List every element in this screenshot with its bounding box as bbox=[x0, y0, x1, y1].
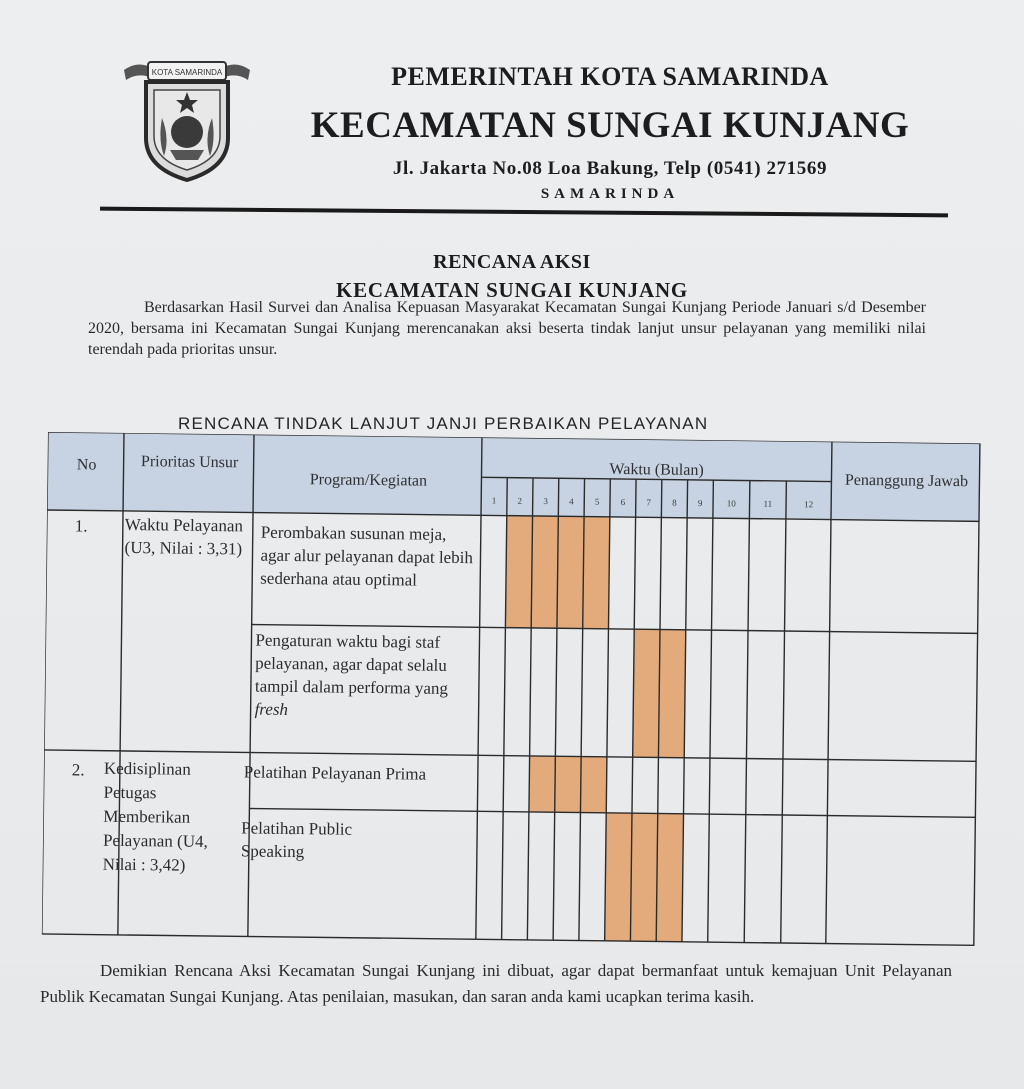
emblem-banner-text: KOTA SAMARINDA bbox=[151, 68, 223, 77]
month-label: 8 bbox=[672, 497, 677, 508]
document-subtitle: KECAMATAN SUNGAI KUNJANG bbox=[335, 278, 689, 302]
month-column-line bbox=[502, 478, 508, 940]
month-highlight-cell bbox=[529, 756, 555, 812]
month-column-line bbox=[708, 480, 714, 942]
closing-text: Demikian Rencana Aksi Kecamatan Sungai Kunjang ini dibuat, agar dapat bermanfaat untuk kemajuan Unit Pelayanan Publik Kecamatan Sungai Kunjang. Atas penilaian, masukan, dan saran anda kami ucapkan terima kasih. bbox=[40, 961, 952, 1006]
header-no: No bbox=[76, 456, 97, 474]
month-highlight-cell bbox=[630, 813, 657, 941]
header-program: Program/Kegiatan bbox=[309, 471, 428, 490]
month-label: 7 bbox=[646, 497, 651, 508]
month-highlight-cell bbox=[583, 517, 610, 629]
month-label: 1 bbox=[491, 495, 497, 506]
closing-paragraph bbox=[40, 958, 952, 1010]
month-label: 4 bbox=[569, 496, 574, 507]
document-title: RENCANA AKSI bbox=[433, 251, 591, 273]
city-emblem-icon bbox=[118, 52, 256, 184]
month-highlight-cell bbox=[531, 516, 558, 628]
month-label: 2 bbox=[517, 495, 523, 506]
table-title: RENCANA TINDAK LANJUT JANJI PERBAIKAN PELAYANAN bbox=[178, 414, 709, 433]
month-highlight-cell bbox=[557, 516, 584, 628]
row2-no: 2. bbox=[71, 760, 85, 780]
letterhead-divider bbox=[100, 207, 948, 218]
month-highlight-cell bbox=[656, 813, 683, 941]
row1-program-2-text: Pengaturan waktu bagi staf pelayanan, agar dapat selalu tampil dalam performa yang bbox=[254, 630, 449, 698]
month-label: 9 bbox=[697, 497, 703, 509]
month-label: 11 bbox=[763, 498, 773, 509]
month-highlight-cell bbox=[658, 629, 685, 757]
row1-no: 1. bbox=[74, 516, 88, 536]
letterhead-district: KECAMATAN SUNGAI KUNJANG bbox=[310, 105, 910, 146]
row2-program-2: Pelatihan Public Speaking bbox=[240, 818, 353, 862]
month-label: 12 bbox=[804, 499, 814, 510]
row2-program-1: Pelatihan Pelayanan Prima bbox=[243, 762, 427, 784]
intro-paragraph bbox=[88, 297, 926, 360]
letterhead-city: SAMARINDA bbox=[540, 186, 680, 202]
row1-program-2 bbox=[254, 629, 473, 724]
intro-text: Berdasarkan Hasil Survei dan Analisa Kepuasan Masyarakat Kecamatan Sungai Kunjang Periode Januari s/d Desember 2020, bersama ini Kecamatan Sungai Kunjang merencanakan aksi beserta tindak lanjut unsur pelayanan yang memiliki nilai terendah pada prioritas unsur. bbox=[88, 299, 926, 358]
month-column-line bbox=[781, 481, 787, 943]
month-label: 6 bbox=[620, 497, 626, 508]
letterhead-government: PEMERINTAH KOTA SAMARINDA bbox=[391, 62, 829, 91]
row1-program-2-italic: fresh bbox=[254, 699, 289, 719]
month-label: 3 bbox=[543, 496, 548, 507]
month-label: 10 bbox=[726, 498, 736, 509]
letterhead-address: Jl. Jakarta No.08 Loa Bakung, Telp (0541) 271569 bbox=[392, 158, 828, 179]
month-highlight-cell bbox=[605, 813, 632, 941]
row2-prioritas: Kedisiplinan Petugas Memberikan Pelayanan (U4, Nilai : 3,42) bbox=[102, 758, 208, 875]
month-label: 5 bbox=[594, 496, 600, 507]
header-penanggung: Penanggung Jawab bbox=[844, 471, 969, 491]
month-column-line bbox=[744, 481, 750, 943]
month-highlight-cell bbox=[580, 757, 606, 813]
header-waktu: Waktu (Bulan) bbox=[609, 460, 704, 480]
header-prioritas: Prioritas Unsur bbox=[140, 453, 239, 472]
month-highlight-cell bbox=[505, 516, 532, 628]
row1-program-1: Perombakan susunan meja, agar alur pelayanan dapat lebih sederhana atau optimal bbox=[260, 522, 474, 590]
row1-prioritas: Waktu Pelayanan (U3, Nilai : 3,31) bbox=[124, 514, 244, 559]
action-plan-table bbox=[42, 432, 998, 954]
month-highlight-cell bbox=[555, 756, 581, 812]
month-highlight-cell bbox=[633, 629, 660, 757]
